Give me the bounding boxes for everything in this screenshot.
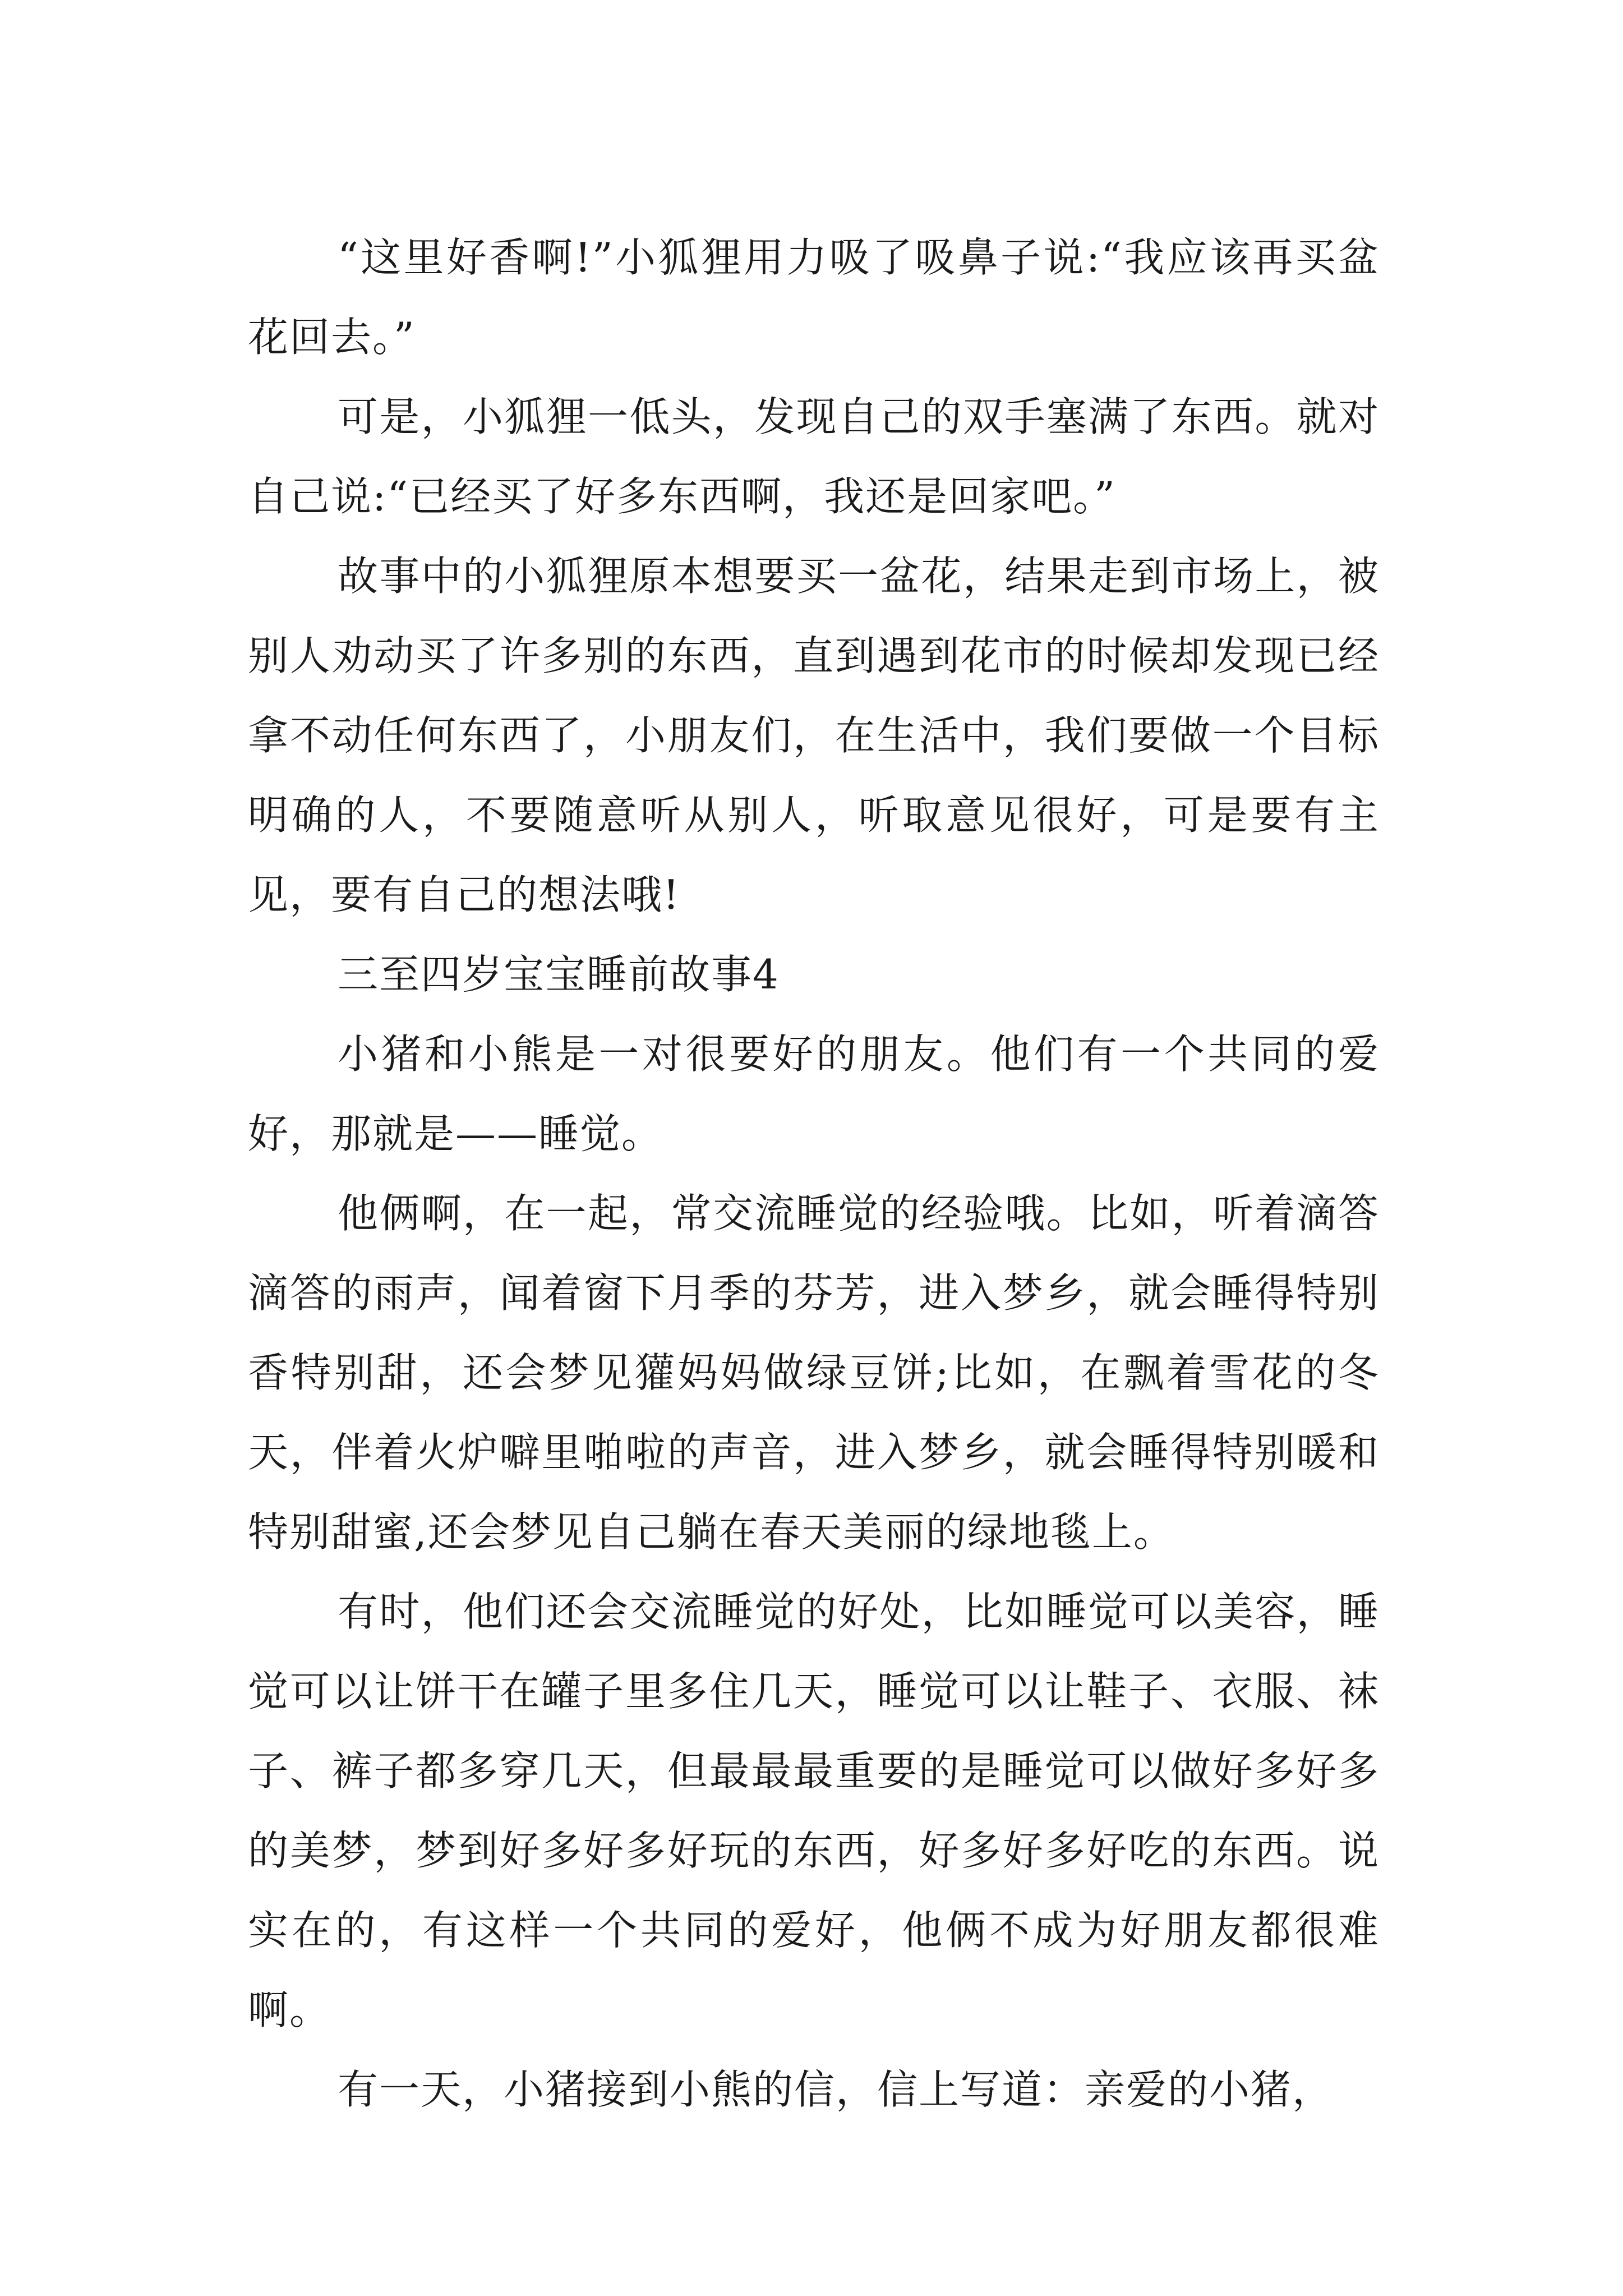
paragraph-sleep-benefits: 有时，他们还会交流睡觉的好处，比如睡觉可以美容，睡觉可以让饼干在罐子里多住几天，睡觉可以让鞋子、衣服、袜子、裤子都多穿几天，但最最最重要的是睡觉可以做好多好多的美梦，梦到好多好多好玩的东西，好多好多好吃的东西。说实在的，有这样一个共同的爱好，他俩不成为好朋友都很难啊。 bbox=[248, 1588, 1380, 2033]
document-page bbox=[248, 218, 1380, 2129]
story-title: 三至四岁宝宝睡前故事4 bbox=[338, 951, 780, 998]
paragraph-fox-full-hands: 可是，小狐狸一低头，发现自己的双手塞满了东西。就对自己说:“已经买了好多东西啊，我还是回家吧。” bbox=[248, 393, 1380, 520]
paragraph-sleep-experience: 他俩啊，在一起，常交流睡觉的经验哦。比如，听着滴答滴答的雨声，闻着窗下月季的芬芳，进入梦乡，就会睡得特别香特别甜，还会梦见獾妈妈做绿豆饼;比如，在飘着雪花的冬天，伴着火炉噼里啪啦的声音，进入梦乡，就会睡得特别暖和特别甜蜜,还会梦见自己躺在春天美丽的绿地毯上。 bbox=[248, 1190, 1380, 1556]
paragraph-story-moral: 故事中的小狐狸原本想要买一盆花，结果走到市场上，被别人劝动买了许多别的东西，直到遇到花市的时候却发现已经拿不动任何东西了，小朋友们，在生活中，我们要做一个目标明确的人，不要随意听从别人，听取意见很好，可是要有主见，要有自己的想法哦! bbox=[248, 553, 1380, 918]
paragraph-pig-bear-friends: 小猪和小熊是一对很要好的朋友。他们有一个共同的爱好，那就是——睡觉。 bbox=[248, 1030, 1380, 1157]
paragraph-letter: 有一天，小猪接到小熊的信，信上写道：亲爱的小猪， bbox=[338, 2066, 1334, 2113]
paragraph-fox-smell: “这里好香啊!”小狐狸用力吸了吸鼻子说:“我应该再买盆花回去。” bbox=[248, 234, 1380, 361]
